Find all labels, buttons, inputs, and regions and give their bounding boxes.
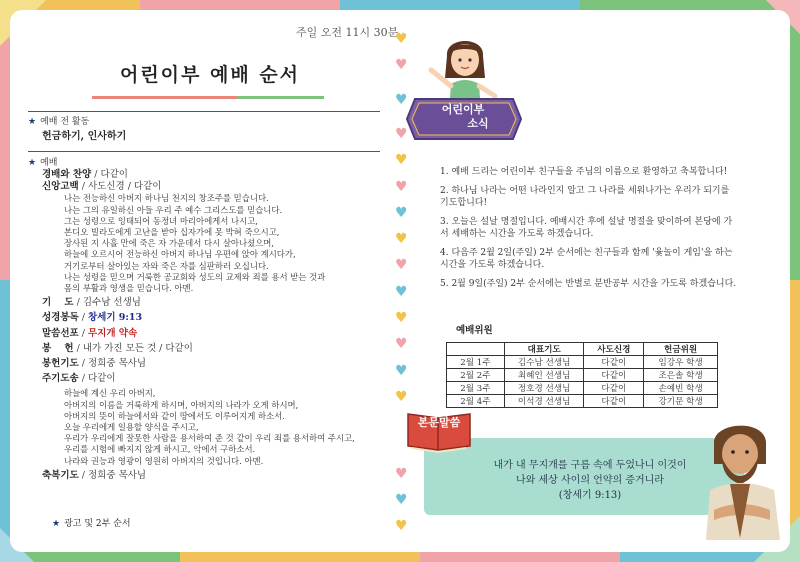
heart-icon: ♥ [395,336,408,352]
worship-order [42,169,382,482]
heart-icon: ♥ [395,466,408,482]
news-item: 3. 오늘은 설날 명절입니다. 예배시간 후에 설날 명절을 맞이하여 본당에 가서 세배하는 시간을 가도록 하겠습니다. [440,216,733,239]
duty-table [446,342,718,408]
heart-icon: ♥ [395,57,408,73]
news-item: 2. 하나님 나라는 어떤 나라인지 알고 그 나라를 세워나가는 우리가 되기를 기도합니다! [440,185,730,208]
table-row: 2월 3주 정호경 선생님 다같이 손예빈 학생 [447,382,718,395]
heart-icon: ♥ [395,126,408,142]
worship-heading: ★ 예배 [28,158,58,168]
order-item: 기 도 / 김수남 선생님 [42,297,141,309]
heart-icon: ♥ [395,389,408,405]
order-item: 성경봉독 / 창세기 9:13 [42,312,143,324]
order-item: 봉 헌 / 내가 가진 모든 것 / 다같이 [42,342,193,354]
heart-icon: ♥ [395,363,408,379]
sermon-verse: 내가 내 무지개를 구름 속에 두었나니 이것이 나와 세상 사이의 언약의 증거니라 (창세기 9:13) [493,460,687,501]
heart-icon: ♥ [395,205,408,221]
section-divider [28,151,380,152]
table-row: 2월 2주 최혜인 선생님 다같이 조은솔 학생 [447,369,718,382]
order-item: 경배와 찬양 / 다같이 [42,169,128,180]
news-list [440,166,740,296]
order-item: 신앙고백 / 사도신경 / 다같이 [42,181,162,193]
page-title: 어린이부 예배 순서 [119,64,301,86]
news-item: 4. 다음주 2월 2일(주일) 2부 순서에는 친구들과 함께 '윷놀이 게임'을 하는 시간을 가도록 하겠습니다. [440,247,733,270]
bible-figure-illustration [700,414,784,540]
sermon-tag: 본문말씀 [417,416,461,429]
order-item: 축복기도 / 정희중 목사님 [42,469,147,481]
star-icon: ★ [28,117,37,127]
duty-title: 예배위원 [456,325,493,336]
heart-icon: ♥ [395,92,408,108]
heart-icon: ♥ [395,179,408,195]
apostles-creed: 나는 전능하신 아버지 하나님 천지의 창조주를 믿습니다. 나는 그의 유일하신 아들 우리 주 예수 그리스도를 믿습니다. 그는 성령으로 잉태되어 동정녀 마리아에게서 나시고, 본디오 빌라도에게 고난을 받아 십자가에 못 박혀 죽으시고, 장사된 지 사흘 만에 죽은 자 가운데서 다시 살아나셨으며, 하늘에 오르시어 전능하신 아버지 하나님 우편에 앉아 계시다가, 거기로부터 살아있는 자와 죽은 자를 심판하러 오십니다. 나는 성령을 믿으며 거룩한 공교회와 성도의 교제와 죄를 용서 받는 것과 몸의 부활과 영생을 믿습니다. 아멘. [64,193,326,294]
news-item: 5. 2월 9일(주일) 2부 순서에는 반별로 분반공부 시간을 가도록 하겠습니다. [440,278,737,289]
table-row: 2월 1주 김수남 선생님 다같이 임강우 학생 [447,356,718,369]
heart-icon: ♥ [395,492,408,508]
pre-worship-heading: ★ 예배 전 활동 [28,117,90,127]
pre-worship-text: 헌금하기, 인사하기 [42,131,127,142]
service-time: 주일 오전 11시 30분 [296,26,399,39]
star-icon: ★ [28,158,37,168]
heart-icon: ♥ [395,257,408,273]
order-item: 말씀선포 / 무지개 약속 [42,327,138,339]
news-badge-label: 어린이부 소식 [441,103,489,130]
footer-note: ★ 광고 및 2부 순서 [52,519,131,529]
lords-prayer: 하늘에 계신 우리 아버지, 아버지의 이름을 거룩하게 하시며, 아버지의 나라가 오게 하시며, 아버지의 뜻이 하늘에서와 같이 땅에서도 이루어지게 하소서. 오늘 우리에게 일용할 양식을 주시고, 우리가 우리에게 잘못한 사람을 용서하여 준 것 같이 우리 죄를 용서하여 주시고, 우리를 시험에 빠지지 않게 하시고, 악에서 구하소서. 나라와 권능과 영광이 영원히 아버지의 것입니다. 아멘. [64,388,355,466]
heart-icon: ♥ [395,518,408,534]
heart-icon: ♥ [395,152,408,168]
heart-icon: ♥ [395,284,408,300]
section-divider [28,111,380,112]
heart-icon: ♥ [395,310,408,326]
table-header-row: 대표기도 사도신경 헌금위원 [447,343,718,356]
news-item: 1. 예배 드리는 어린이부 친구들을 주님의 이름으로 환영하고 축복합니다! [440,167,728,177]
star-icon: ★ [52,519,61,529]
order-item: 주기도송 / 다같이 [42,373,116,385]
title-underline [92,96,324,99]
heart-icon: ♥ [395,231,408,247]
order-item: 봉헌기도 / 정희중 목사님 [42,358,147,370]
table-row: 2월 4주 이석경 선생님 다같이 강기문 학생 [447,395,718,408]
heart-icon: ♥ [395,31,408,47]
